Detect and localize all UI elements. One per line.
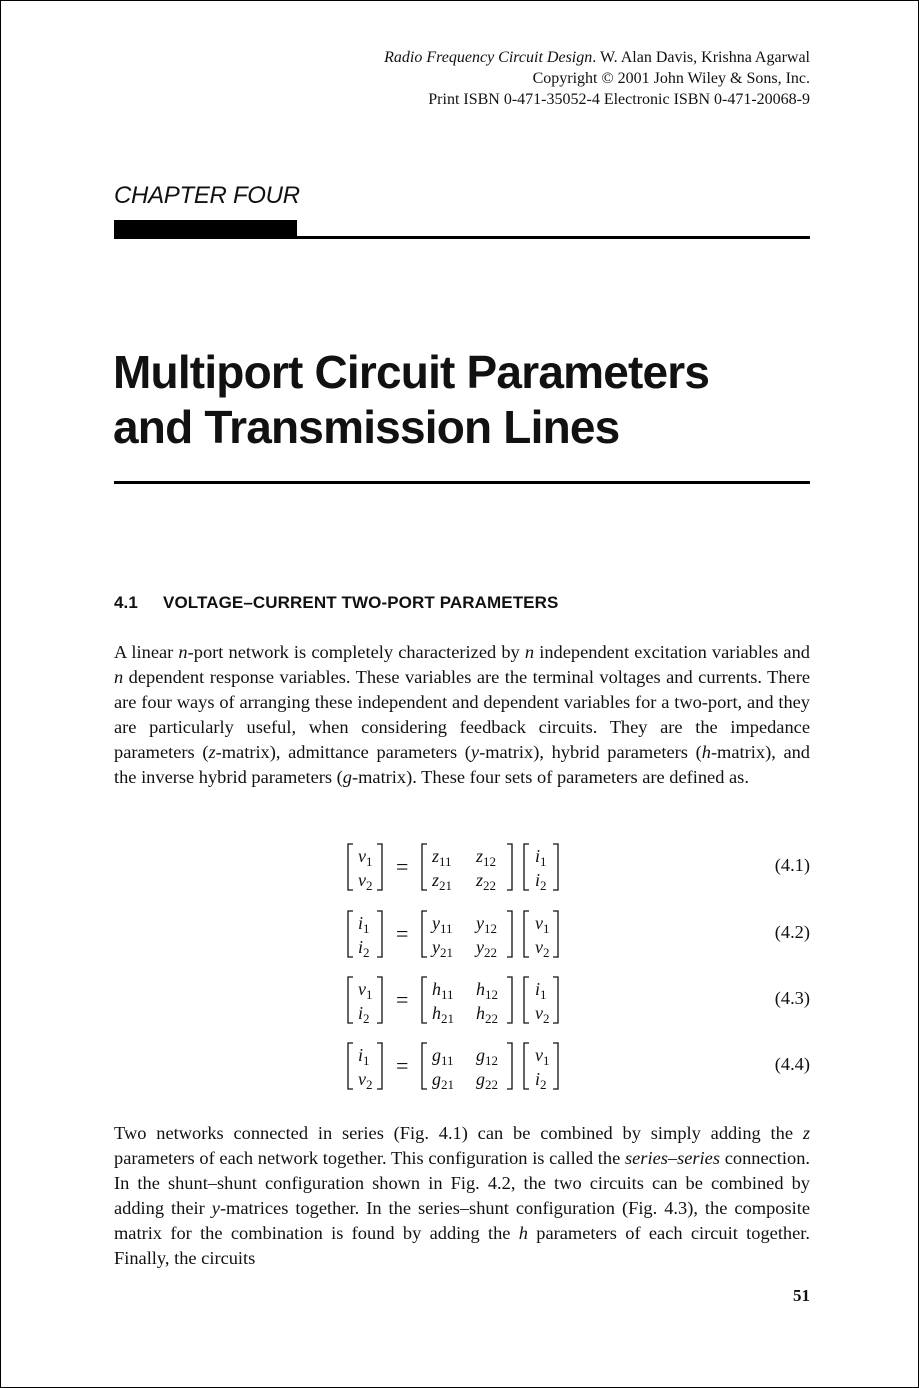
book-authors: . W. Alan Davis, Krishna Agarwal (592, 49, 810, 66)
matrix-entry: $g_{21}$ (432, 1069, 454, 1092)
matrix-entry: $i_2$ (358, 1003, 370, 1026)
matrix-entry: $z_{12}$ (476, 846, 497, 869)
isbn-line: Print ISBN 0-471-35052-4 Electronic ISBN 0-471-20068-9 (428, 91, 810, 108)
matrix-bracket (524, 911, 529, 957)
matrix-entry: $i_1$ (535, 979, 547, 1002)
paragraph-connections: Two networks connected in series (Fig. 4.1) can be combined by simply adding the z parameters of each network together. This configuration is called the series–series connection. In the shunt–shunt configuration shown in Fig. 4.2, the two circuits can be combined by adding their y-matrices together. In the series–shunt configuration (Fig. 4.3), the composite matrix for the combination is found by adding the h parameters of each circuit together. Finally, the circuits (114, 1123, 810, 1268)
matrix-bracket (524, 977, 529, 1023)
chapter-title (113, 345, 813, 455)
matrix-entry: $z_{11}$ (432, 846, 452, 869)
matrix-entry: $y_{22}$ (476, 937, 497, 960)
section-heading (114, 593, 558, 613)
matrix-bracket (553, 977, 558, 1023)
page-number: 51 (793, 1286, 810, 1305)
matrix-bracket (507, 977, 512, 1023)
matrix-entry: $h_{21}$ (432, 1003, 454, 1026)
matrix-entry: $y_{11}$ (432, 913, 453, 936)
chapter-rule (114, 236, 810, 239)
paragraph-intro: A linear n-port network is completely characterized by n independent excitation variables and n dependent response variables. These variables are the terminal voltages and currents. There are four ways of arranging these independent and dependent variables for a two-port, and they are particularly useful, when considering feedback circuits. They are the impedance parameters (z-matrix), admittance parameters (y-matrix), hybrid parameters (h-matrix), and the inverse hybrid parameters (g-matrix). These four sets of parameters are defined as. (114, 642, 810, 787)
equation-4-2 (114, 908, 810, 960)
matrix-entry: $z_{22}$ (476, 870, 497, 893)
equation-matrix (346, 908, 596, 960)
matrix-entry: $v_2$ (535, 1003, 550, 1026)
matrix-entry: $g_{12}$ (476, 1045, 498, 1068)
matrix-bracket (553, 1043, 558, 1089)
equation-number: (4.4) (774, 1054, 810, 1074)
matrix-bracket (422, 844, 427, 890)
matrix-bracket (348, 911, 353, 957)
matrix-entry: $i_2$ (535, 870, 547, 893)
matrix-bracket (507, 911, 512, 957)
book-title: Radio Frequency Circuit Design (384, 49, 593, 66)
matrix-entry: $v_2$ (358, 870, 373, 893)
matrix-bracket (524, 1043, 529, 1089)
matrix-entry: $h_{12}$ (476, 979, 498, 1002)
equation-matrix (346, 1040, 596, 1092)
equals-sign: = (396, 987, 409, 1012)
equals-sign: = (396, 1053, 409, 1078)
equation-matrix (346, 841, 596, 893)
matrix-bracket (422, 1043, 427, 1089)
section-title: VOLTAGE–CURRENT TWO-PORT PARAMETERS (163, 593, 559, 612)
running-header (384, 47, 810, 110)
equation-number: (4.1) (774, 855, 810, 875)
matrix-entry: $v_1$ (358, 979, 373, 1002)
matrix-bracket (507, 1043, 512, 1089)
equals-sign: = (396, 921, 409, 946)
matrix-bracket (553, 911, 558, 957)
matrix-bracket (553, 844, 558, 890)
equation-number: (4.2) (774, 922, 810, 942)
matrix-entry: $v_1$ (358, 846, 373, 869)
matrix-bracket (507, 844, 512, 890)
equation-4-1 (114, 841, 810, 893)
matrix-bracket (348, 1043, 353, 1089)
matrix-entry: $i_1$ (358, 913, 370, 936)
matrix-entry: $i_1$ (358, 1045, 370, 1068)
matrix-entry: $i_2$ (358, 937, 370, 960)
matrix-entry: $z_{21}$ (432, 870, 453, 893)
matrix-entry: $v_2$ (535, 937, 550, 960)
section-number: 4.1 (114, 593, 138, 612)
matrix-bracket (524, 844, 529, 890)
matrix-entry: $i_2$ (535, 1069, 547, 1092)
copyright-line: Copyright © 2001 John Wiley & Sons, Inc. (532, 70, 810, 87)
matrix-entry: $y_{21}$ (432, 937, 453, 960)
matrix-entry: $y_{12}$ (476, 913, 497, 936)
equation-4-4 (114, 1040, 810, 1092)
matrix-entry: $v_2$ (358, 1069, 373, 1092)
matrix-entry: $v_1$ (535, 913, 550, 936)
matrix-bracket (377, 844, 382, 890)
matrix-bracket (377, 977, 382, 1023)
matrix-bracket (377, 911, 382, 957)
chapter-title-line-2: and Transmission Lines (113, 401, 620, 453)
matrix-entry: $h_{11}$ (432, 979, 454, 1002)
matrix-bracket (377, 1043, 382, 1089)
equation-4-3 (114, 974, 810, 1026)
chapter-title-line-1: Multiport Circuit Parameters (113, 346, 710, 398)
equals-sign: = (396, 854, 409, 879)
title-rule (114, 481, 810, 484)
matrix-bracket (422, 977, 427, 1023)
chapter-label: CHAPTER FOUR (114, 182, 300, 209)
book-citation (384, 47, 810, 68)
equation-matrix (346, 974, 596, 1026)
matrix-entry: $g_{11}$ (432, 1045, 454, 1068)
matrix-entry: $h_{22}$ (476, 1003, 498, 1026)
matrix-bracket (422, 911, 427, 957)
matrix-entry: $g_{22}$ (476, 1069, 498, 1092)
matrix-entry: $v_1$ (535, 1045, 550, 1068)
equation-number: (4.3) (774, 988, 810, 1008)
matrix-entry: $i_1$ (535, 846, 547, 869)
matrix-bracket (348, 844, 353, 890)
matrix-bracket (348, 977, 353, 1023)
